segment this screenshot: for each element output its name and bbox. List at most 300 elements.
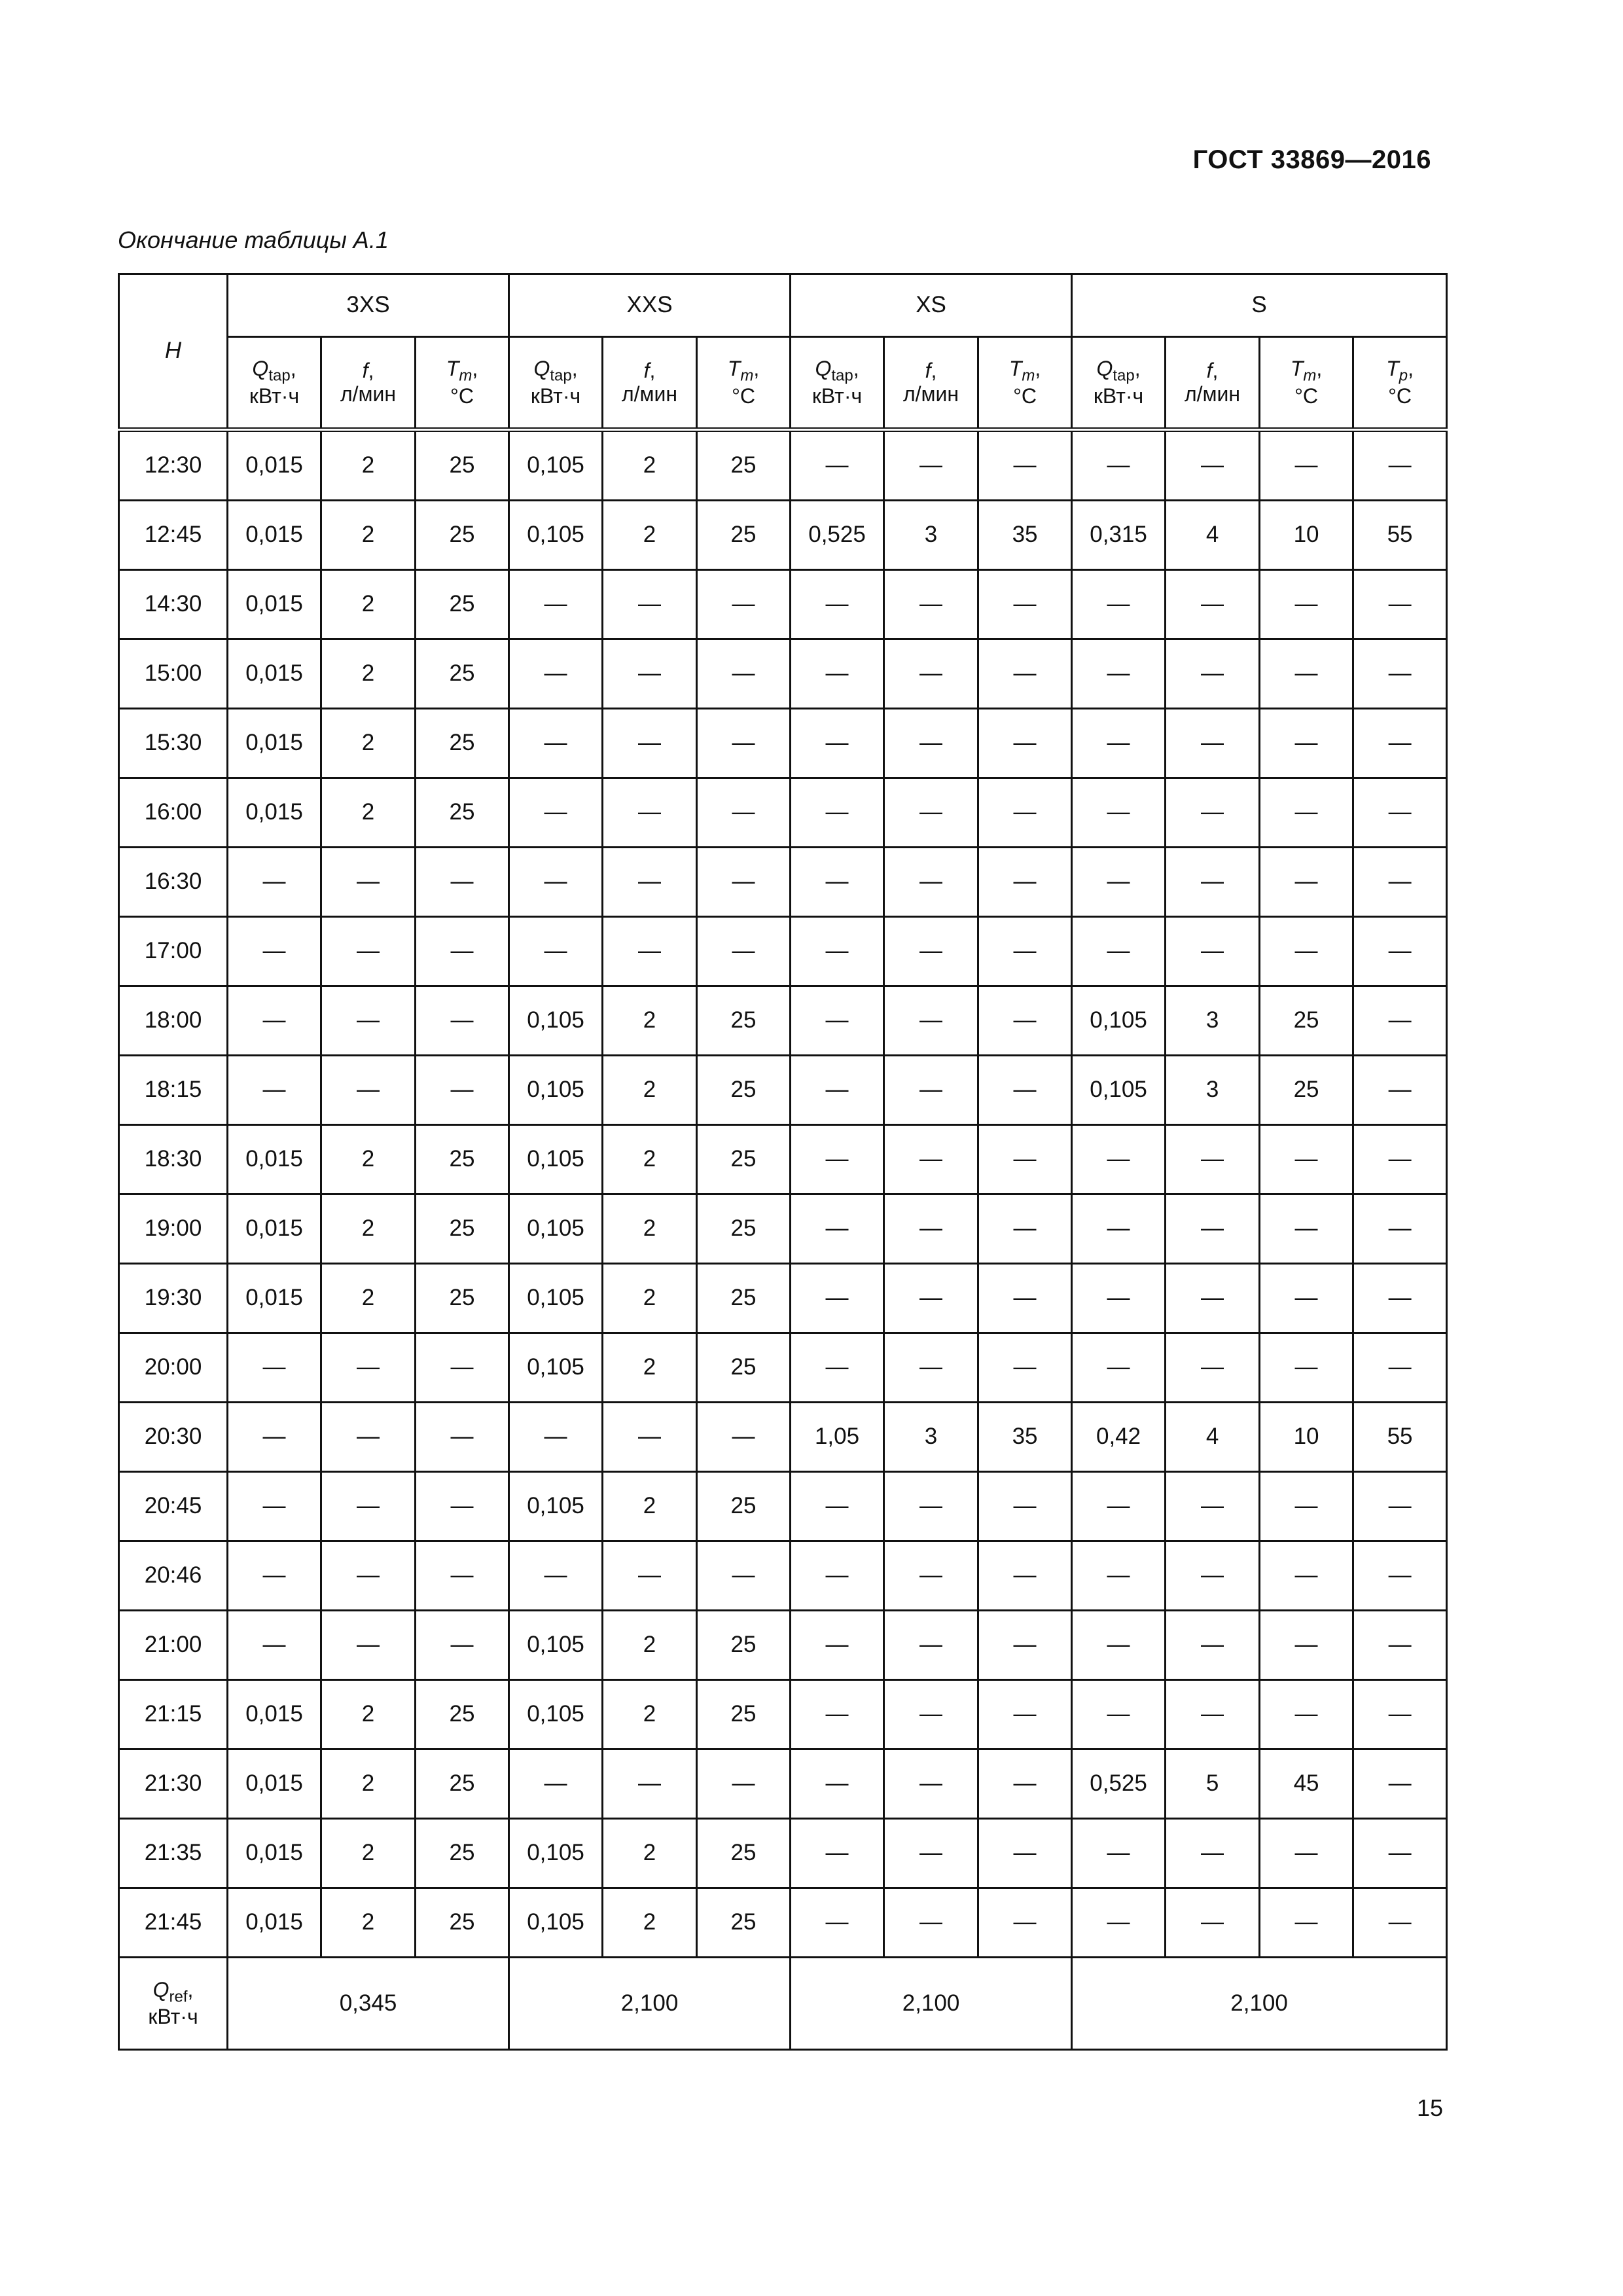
sub-header-unit: кВт·ч [530, 384, 581, 408]
value-cell: 55 [1353, 501, 1447, 570]
value-cell: 2 [321, 1125, 416, 1194]
value-cell: 0,105 [509, 986, 603, 1056]
time-cell: 15:00 [119, 639, 228, 709]
value-cell: — [791, 430, 884, 501]
time-cell: 21:35 [119, 1819, 228, 1888]
value-cell: — [978, 1264, 1072, 1333]
value-cell: — [1353, 1125, 1447, 1194]
value-cell: — [978, 1472, 1072, 1541]
value-cell: — [416, 1056, 509, 1125]
value-cell: 0,105 [509, 430, 603, 501]
table-row [119, 917, 1447, 986]
value-cell: — [978, 639, 1072, 709]
value-cell: — [1072, 570, 1166, 639]
value-cell: — [509, 1541, 603, 1611]
value-cell: 25 [697, 1611, 791, 1680]
sub-header-symbol: $Q_{tap}$, [815, 357, 859, 385]
value-cell: — [321, 1333, 416, 1403]
value-cell: — [697, 709, 791, 778]
value-cell: — [1166, 1888, 1260, 1958]
value-cell: 25 [416, 709, 509, 778]
table-caption: Окончание таблицы А.1 [118, 226, 389, 253]
total-symbol: $Q_{ref}$, [152, 1977, 194, 2005]
value-cell: 0,015 [228, 1194, 321, 1264]
sub-header-t-g3 [1260, 337, 1353, 430]
value-cell: 2 [321, 709, 416, 778]
value-cell: — [1072, 1819, 1166, 1888]
sub-header-symbol: $T_m$, [1008, 357, 1041, 385]
value-cell: — [1260, 1125, 1353, 1194]
value-cell: — [228, 1056, 321, 1125]
value-cell: — [509, 1403, 603, 1472]
value-cell: — [884, 639, 978, 709]
value-cell: — [1260, 778, 1353, 848]
table-row [119, 501, 1447, 570]
value-cell: 25 [416, 430, 509, 501]
value-cell: — [1260, 1541, 1353, 1611]
value-cell: — [978, 848, 1072, 917]
value-cell: 0,315 [1072, 501, 1166, 570]
value-cell: — [1260, 848, 1353, 917]
value-cell: 0,015 [228, 1888, 321, 1958]
value-cell: — [1072, 1541, 1166, 1611]
table-row [119, 1680, 1447, 1749]
value-cell: — [1072, 848, 1166, 917]
value-cell: — [884, 1819, 978, 1888]
value-cell: — [228, 986, 321, 1056]
value-cell: — [416, 1403, 509, 1472]
table-row [119, 570, 1447, 639]
time-cell: 18:30 [119, 1125, 228, 1194]
value-cell: 25 [416, 1194, 509, 1264]
value-cell: — [1353, 1611, 1447, 1680]
value-cell: — [791, 1611, 884, 1680]
value-cell: — [1166, 778, 1260, 848]
value-cell: — [603, 709, 697, 778]
table-row [119, 1611, 1447, 1680]
table-row [119, 1749, 1447, 1819]
value-cell: — [1353, 570, 1447, 639]
sub-header-unit: кВт·ч [812, 384, 863, 408]
value-cell: — [791, 1541, 884, 1611]
value-cell: — [1072, 1333, 1166, 1403]
time-cell: 14:30 [119, 570, 228, 639]
value-cell: 0,525 [791, 501, 884, 570]
value-cell: 4 [1166, 1403, 1260, 1472]
value-cell: — [884, 1611, 978, 1680]
sub-header-row [119, 337, 1447, 430]
value-cell: — [603, 917, 697, 986]
value-cell: 0,015 [228, 1819, 321, 1888]
value-cell: 25 [416, 501, 509, 570]
sub-header-symbol: $Q_{tap}$, [533, 357, 578, 385]
value-cell: — [1353, 1541, 1447, 1611]
value-cell: 0,525 [1072, 1749, 1166, 1819]
value-cell: — [1353, 1264, 1447, 1333]
value-cell: — [321, 848, 416, 917]
table-row [119, 1819, 1447, 1888]
value-cell: — [1166, 709, 1260, 778]
total-value-2: 2,100 [791, 1958, 1072, 2050]
value-cell: — [321, 1541, 416, 1611]
value-cell: — [1072, 1194, 1166, 1264]
value-cell: 0,015 [228, 778, 321, 848]
value-cell: — [791, 1194, 884, 1264]
value-cell: — [978, 1333, 1072, 1403]
value-cell: — [884, 1749, 978, 1819]
value-cell: 55 [1353, 1403, 1447, 1472]
value-cell: — [603, 1403, 697, 1472]
sub-header-symbol: $T_m$, [1290, 357, 1323, 385]
value-cell: 2 [321, 639, 416, 709]
value-cell: — [697, 1749, 791, 1819]
table-row [119, 1888, 1447, 1958]
value-cell: — [1166, 848, 1260, 917]
value-cell: 25 [1260, 1056, 1353, 1125]
value-cell: 25 [697, 986, 791, 1056]
value-cell: — [321, 986, 416, 1056]
value-cell: — [1072, 917, 1166, 986]
value-cell: — [1353, 848, 1447, 917]
time-cell: 12:30 [119, 430, 228, 501]
value-cell: 10 [1260, 501, 1353, 570]
time-cell: 20:45 [119, 1472, 228, 1541]
sub-header-unit: °С [450, 384, 474, 408]
value-cell: — [228, 1333, 321, 1403]
value-cell: — [791, 1888, 884, 1958]
value-cell: — [1260, 1472, 1353, 1541]
value-cell: 25 [697, 1333, 791, 1403]
table-row [119, 778, 1447, 848]
value-cell: — [791, 1819, 884, 1888]
time-cell: 21:45 [119, 1888, 228, 1958]
value-cell: 0,105 [509, 1125, 603, 1194]
value-cell: — [1260, 1194, 1353, 1264]
table-row [119, 1056, 1447, 1125]
value-cell: 5 [1166, 1749, 1260, 1819]
value-cell: 2 [603, 1888, 697, 1958]
value-cell: — [791, 917, 884, 986]
value-cell: — [1072, 778, 1166, 848]
time-cell: 16:00 [119, 778, 228, 848]
value-cell: — [603, 778, 697, 848]
sub-header-t-g2 [978, 337, 1072, 430]
data-table [118, 273, 1448, 2051]
value-cell: — [416, 1611, 509, 1680]
value-cell: 2 [321, 570, 416, 639]
total-label [119, 1958, 228, 2050]
sub-header-t-g1 [697, 337, 791, 430]
value-cell: 2 [603, 1264, 697, 1333]
sub-header-unit: °С [1294, 384, 1318, 408]
value-cell: 35 [978, 501, 1072, 570]
table-row [119, 430, 1447, 501]
value-cell: — [978, 1888, 1072, 1958]
value-cell: — [1166, 1194, 1260, 1264]
value-cell: — [884, 570, 978, 639]
value-cell: — [1166, 1611, 1260, 1680]
value-cell: — [603, 848, 697, 917]
total-value-1: 2,100 [509, 1958, 791, 2050]
value-cell: 0,105 [509, 1472, 603, 1541]
value-cell: — [228, 1403, 321, 1472]
value-cell: — [978, 986, 1072, 1056]
value-cell: — [1166, 639, 1260, 709]
group-xs: XS [791, 274, 1072, 337]
value-cell: — [884, 917, 978, 986]
time-cell: 16:30 [119, 848, 228, 917]
value-cell: — [978, 1749, 1072, 1819]
value-cell: 0,105 [509, 1056, 603, 1125]
value-cell: 2 [321, 1888, 416, 1958]
value-cell: 25 [697, 1472, 791, 1541]
value-cell: — [1166, 917, 1260, 986]
value-cell: — [1072, 1125, 1166, 1194]
value-cell: — [1166, 430, 1260, 501]
value-cell: — [884, 1194, 978, 1264]
value-cell: — [884, 1264, 978, 1333]
table-row [119, 639, 1447, 709]
value-cell: — [1072, 1888, 1166, 1958]
value-cell: 25 [697, 1819, 791, 1888]
value-cell: — [697, 1403, 791, 1472]
value-cell: — [416, 1541, 509, 1611]
value-cell: 0,015 [228, 570, 321, 639]
value-cell: — [1353, 1749, 1447, 1819]
value-cell: 2 [321, 778, 416, 848]
value-cell: 25 [697, 430, 791, 501]
value-cell: — [321, 1611, 416, 1680]
value-cell: 25 [1260, 986, 1353, 1056]
table-row [119, 1125, 1447, 1194]
value-cell: 25 [697, 1888, 791, 1958]
sub-header-unit: °С [732, 384, 755, 408]
time-cell: 21:15 [119, 1680, 228, 1749]
time-cell: 20:00 [119, 1333, 228, 1403]
value-cell: 25 [416, 1125, 509, 1194]
sub-header-f-g0 [321, 337, 416, 430]
value-cell: — [1072, 430, 1166, 501]
value-cell: — [228, 917, 321, 986]
value-cell: 0,015 [228, 1680, 321, 1749]
time-cell: 20:46 [119, 1541, 228, 1611]
value-cell: — [509, 917, 603, 986]
value-cell: — [978, 1056, 1072, 1125]
value-cell: — [1260, 1680, 1353, 1749]
value-cell: — [791, 1680, 884, 1749]
value-cell: 2 [603, 1611, 697, 1680]
time-cell: 12:45 [119, 501, 228, 570]
value-cell: 2 [321, 1749, 416, 1819]
value-cell: 0,015 [228, 1749, 321, 1819]
value-cell: — [603, 639, 697, 709]
time-cell: 21:00 [119, 1611, 228, 1680]
value-cell: — [884, 778, 978, 848]
time-cell: 18:00 [119, 986, 228, 1056]
value-cell: — [509, 778, 603, 848]
value-cell: — [509, 848, 603, 917]
table-row [119, 1541, 1447, 1611]
value-cell: 2 [321, 1194, 416, 1264]
value-cell: 25 [697, 1680, 791, 1749]
value-cell: — [884, 1888, 978, 1958]
sub-header-symbol: $Q_{tap}$, [252, 357, 296, 385]
sub-header-f-g2 [884, 337, 978, 430]
value-cell: — [1260, 1333, 1353, 1403]
value-cell: — [1353, 709, 1447, 778]
value-cell: 3 [884, 1403, 978, 1472]
value-cell: 2 [321, 430, 416, 501]
value-cell: 2 [603, 1333, 697, 1403]
value-cell: — [509, 709, 603, 778]
value-cell: 0,105 [509, 1333, 603, 1403]
sub-header-symbol: $Q_{tap}$, [1096, 357, 1141, 385]
value-cell: — [978, 709, 1072, 778]
group-s: S [1072, 274, 1447, 337]
value-cell: 2 [321, 1680, 416, 1749]
group-3xs: 3XS [228, 274, 509, 337]
value-cell: — [1353, 1333, 1447, 1403]
value-cell: — [978, 778, 1072, 848]
value-cell: — [1166, 1680, 1260, 1749]
value-cell: — [884, 709, 978, 778]
sub-header-unit: °С [1013, 384, 1037, 408]
sub-header-unit: кВт·ч [249, 384, 300, 408]
sub-header-f-g3 [1166, 337, 1260, 430]
sub-header-unit: кВт·ч [1093, 384, 1144, 408]
group-header-row [119, 274, 1447, 337]
value-cell: — [978, 1819, 1072, 1888]
value-cell: — [697, 1541, 791, 1611]
sub-header-q-g0 [228, 337, 321, 430]
value-cell: — [1166, 1125, 1260, 1194]
value-cell: — [1166, 1472, 1260, 1541]
value-cell: 35 [978, 1403, 1072, 1472]
value-cell: — [509, 1749, 603, 1819]
value-cell: — [1353, 778, 1447, 848]
value-cell: 25 [697, 1056, 791, 1125]
value-cell: 0,015 [228, 639, 321, 709]
value-cell: 4 [1166, 501, 1260, 570]
value-cell: — [1072, 1264, 1166, 1333]
sub-header-p-g3 [1353, 337, 1447, 430]
value-cell: — [791, 986, 884, 1056]
value-cell: 0,015 [228, 1125, 321, 1194]
value-cell: 2 [603, 1680, 697, 1749]
value-cell: 0,105 [1072, 986, 1166, 1056]
value-cell: — [1353, 986, 1447, 1056]
sub-header-symbol: f, [643, 359, 656, 383]
value-cell: — [416, 1472, 509, 1541]
value-cell: — [1260, 709, 1353, 778]
value-cell: 25 [697, 501, 791, 570]
value-cell: — [978, 1194, 1072, 1264]
table-row [119, 1472, 1447, 1541]
value-cell: — [603, 570, 697, 639]
value-cell: 2 [321, 1819, 416, 1888]
value-cell: 2 [321, 1264, 416, 1333]
value-cell: — [978, 917, 1072, 986]
value-cell: — [1260, 917, 1353, 986]
value-cell: 0,42 [1072, 1403, 1166, 1472]
time-cell: 20:30 [119, 1403, 228, 1472]
value-cell: 2 [603, 501, 697, 570]
value-cell: — [884, 1333, 978, 1403]
value-cell: — [978, 1541, 1072, 1611]
value-cell: — [1166, 1819, 1260, 1888]
table-row [119, 848, 1447, 917]
value-cell: 3 [1166, 1056, 1260, 1125]
value-cell: — [884, 848, 978, 917]
value-cell: — [791, 639, 884, 709]
value-cell: — [884, 1680, 978, 1749]
row-header-h: H [119, 274, 228, 430]
total-value-0: 0,345 [228, 1958, 509, 2050]
table-row [119, 1333, 1447, 1403]
value-cell: 2 [603, 986, 697, 1056]
value-cell: 25 [416, 1749, 509, 1819]
value-cell: — [1260, 570, 1353, 639]
table-row [119, 1403, 1447, 1472]
value-cell: 0,015 [228, 430, 321, 501]
value-cell: 45 [1260, 1749, 1353, 1819]
sub-header-unit: л/мин [621, 382, 678, 406]
value-cell: 2 [603, 1194, 697, 1264]
value-cell: — [1260, 1888, 1353, 1958]
value-cell: 2 [603, 430, 697, 501]
value-cell: — [884, 1125, 978, 1194]
value-cell: — [321, 917, 416, 986]
value-cell: — [1260, 1819, 1353, 1888]
sub-header-f-g1 [603, 337, 697, 430]
value-cell: — [1353, 1472, 1447, 1541]
value-cell: 25 [416, 1680, 509, 1749]
sub-header-symbol: $T_m$, [446, 357, 478, 385]
value-cell: — [1072, 1472, 1166, 1541]
value-cell: 0,105 [1072, 1056, 1166, 1125]
value-cell: — [1353, 1680, 1447, 1749]
value-cell: — [1260, 430, 1353, 501]
value-cell: — [791, 848, 884, 917]
value-cell: — [1166, 1264, 1260, 1333]
value-cell: — [884, 430, 978, 501]
document-code: ГОСТ 33869—2016 [1192, 145, 1431, 174]
value-cell: 25 [416, 639, 509, 709]
value-cell: — [791, 778, 884, 848]
value-cell: — [791, 1125, 884, 1194]
value-cell: — [228, 1472, 321, 1541]
value-cell: 25 [697, 1264, 791, 1333]
value-cell: — [1353, 1056, 1447, 1125]
value-cell: — [416, 986, 509, 1056]
value-cell: — [978, 570, 1072, 639]
value-cell: — [603, 1541, 697, 1611]
table-row [119, 1194, 1447, 1264]
value-cell: — [791, 1056, 884, 1125]
value-cell: — [978, 1680, 1072, 1749]
value-cell: — [1166, 1541, 1260, 1611]
value-cell: — [791, 709, 884, 778]
value-cell: 2 [603, 1125, 697, 1194]
value-cell: 25 [416, 570, 509, 639]
value-cell: — [791, 1749, 884, 1819]
page-number: 15 [1416, 2094, 1443, 2121]
value-cell: 0,105 [509, 1888, 603, 1958]
sub-header-q-g2 [791, 337, 884, 430]
value-cell: — [978, 1611, 1072, 1680]
value-cell: — [1260, 1264, 1353, 1333]
value-cell: 25 [697, 1125, 791, 1194]
